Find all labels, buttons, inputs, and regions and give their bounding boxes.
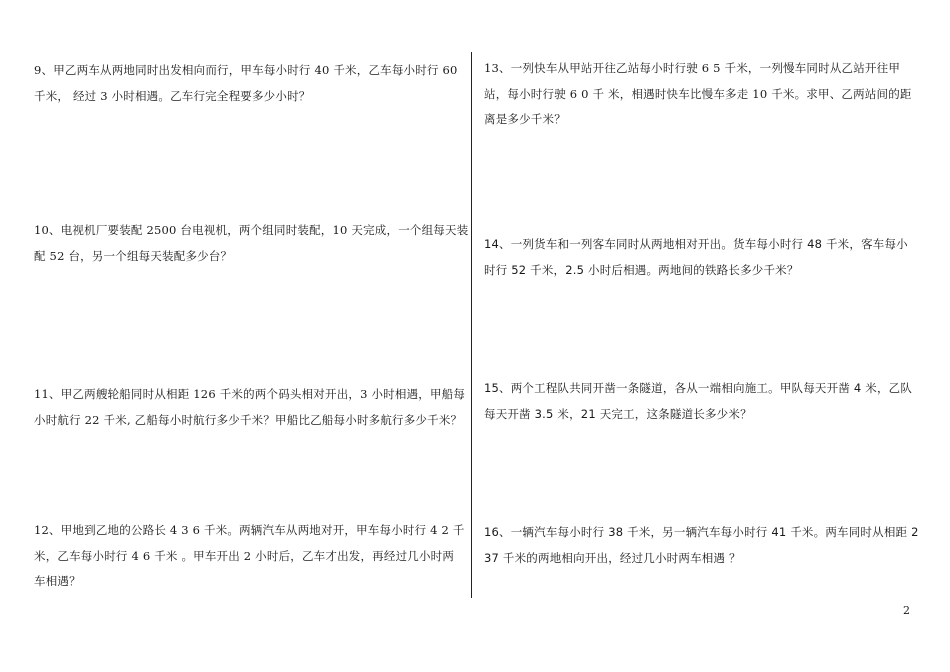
problem-11 xyxy=(34,382,464,433)
problem-16-line-2: 37 千米的两地相向开出，经过几小时两车相遇 ？ xyxy=(484,550,741,565)
problem-16-line-1: 16、一辆汽车每小时行 38 千米，另一辆汽车每小时行 41 千米。两车同时从相距 2 xyxy=(484,525,919,539)
problem-9-line-1: 9、甲乙两车从两地同时出发相向而行，甲车每小时行 40 千米，乙车每小时行 60 xyxy=(34,63,458,77)
problem-15-line-2: 每天开凿 3.5 米，21 天完工，这条隧道长多少米？ xyxy=(484,406,752,421)
problem-12-line-2: 米，乙车每小时行 4 6 千米 。甲车开出 2 小时后，乙车才出发，再经过几小时两 xyxy=(34,548,455,563)
column-divider xyxy=(471,52,472,598)
problem-13-line-2: 站，每小时行驶 6 0 千 米，相遇时快车比慢车多走 10 千米。求甲、乙两站间的距 xyxy=(484,86,912,101)
problem-13-line-3: 离是多少千米？ xyxy=(484,112,566,126)
problem-14-line-1: 14、一列货车和一列客车同时从两地相对开出。货车每小时行 48 千米，客车每小 xyxy=(484,237,908,251)
problem-15 xyxy=(484,376,914,427)
problem-13 xyxy=(484,56,914,133)
problem-12-line-1: 12、甲地到乙地的公路长 4 3 6 千米。两辆汽车从两地对开，甲车每小时行 4 2 千 xyxy=(34,523,465,537)
problem-9 xyxy=(34,58,464,109)
problem-10-line-1: 10、电视机厂要装配 2500 台电视机，两个组同时装配，10 天完成，一个组每天装 xyxy=(34,223,469,237)
problem-16 xyxy=(484,520,919,571)
problem-12-line-3: 车相遇？ xyxy=(34,574,81,588)
problem-14 xyxy=(484,232,914,283)
problem-12 xyxy=(34,518,464,595)
problem-15-line-1: 15、两个工程队共同开凿一条隧道，各从一端相向施工。甲队每天开凿 4 米，乙队 xyxy=(484,381,913,395)
problem-9-line-2: 千米， 经过 3 小时相遇。乙车行完全程要多少小时？ xyxy=(34,88,311,103)
problem-13-line-1: 13、一列快车从甲站开往乙站每小时行驶 6 5 千米，一列慢车同时从乙站开往甲 xyxy=(484,61,901,75)
problem-11-line-1: 11、甲乙两艘轮船同时从相距 126 千米的两个码头相对开出，3 小时相遇，甲船每 xyxy=(34,387,466,401)
problem-14-line-2: 时行 52 千米，2.5 小时后相遇。两地间的铁路长多少千米？ xyxy=(484,262,799,277)
problem-10 xyxy=(34,218,469,269)
page-number: 2 xyxy=(903,604,910,617)
problem-11-line-2: 小时航行 22 千米, 乙船每小时航行多少千米？甲船比乙船每小时多航行多少千米？ xyxy=(34,412,463,427)
problem-10-line-2: 配 52 台，另一个组每天装配多少台？ xyxy=(34,248,233,263)
